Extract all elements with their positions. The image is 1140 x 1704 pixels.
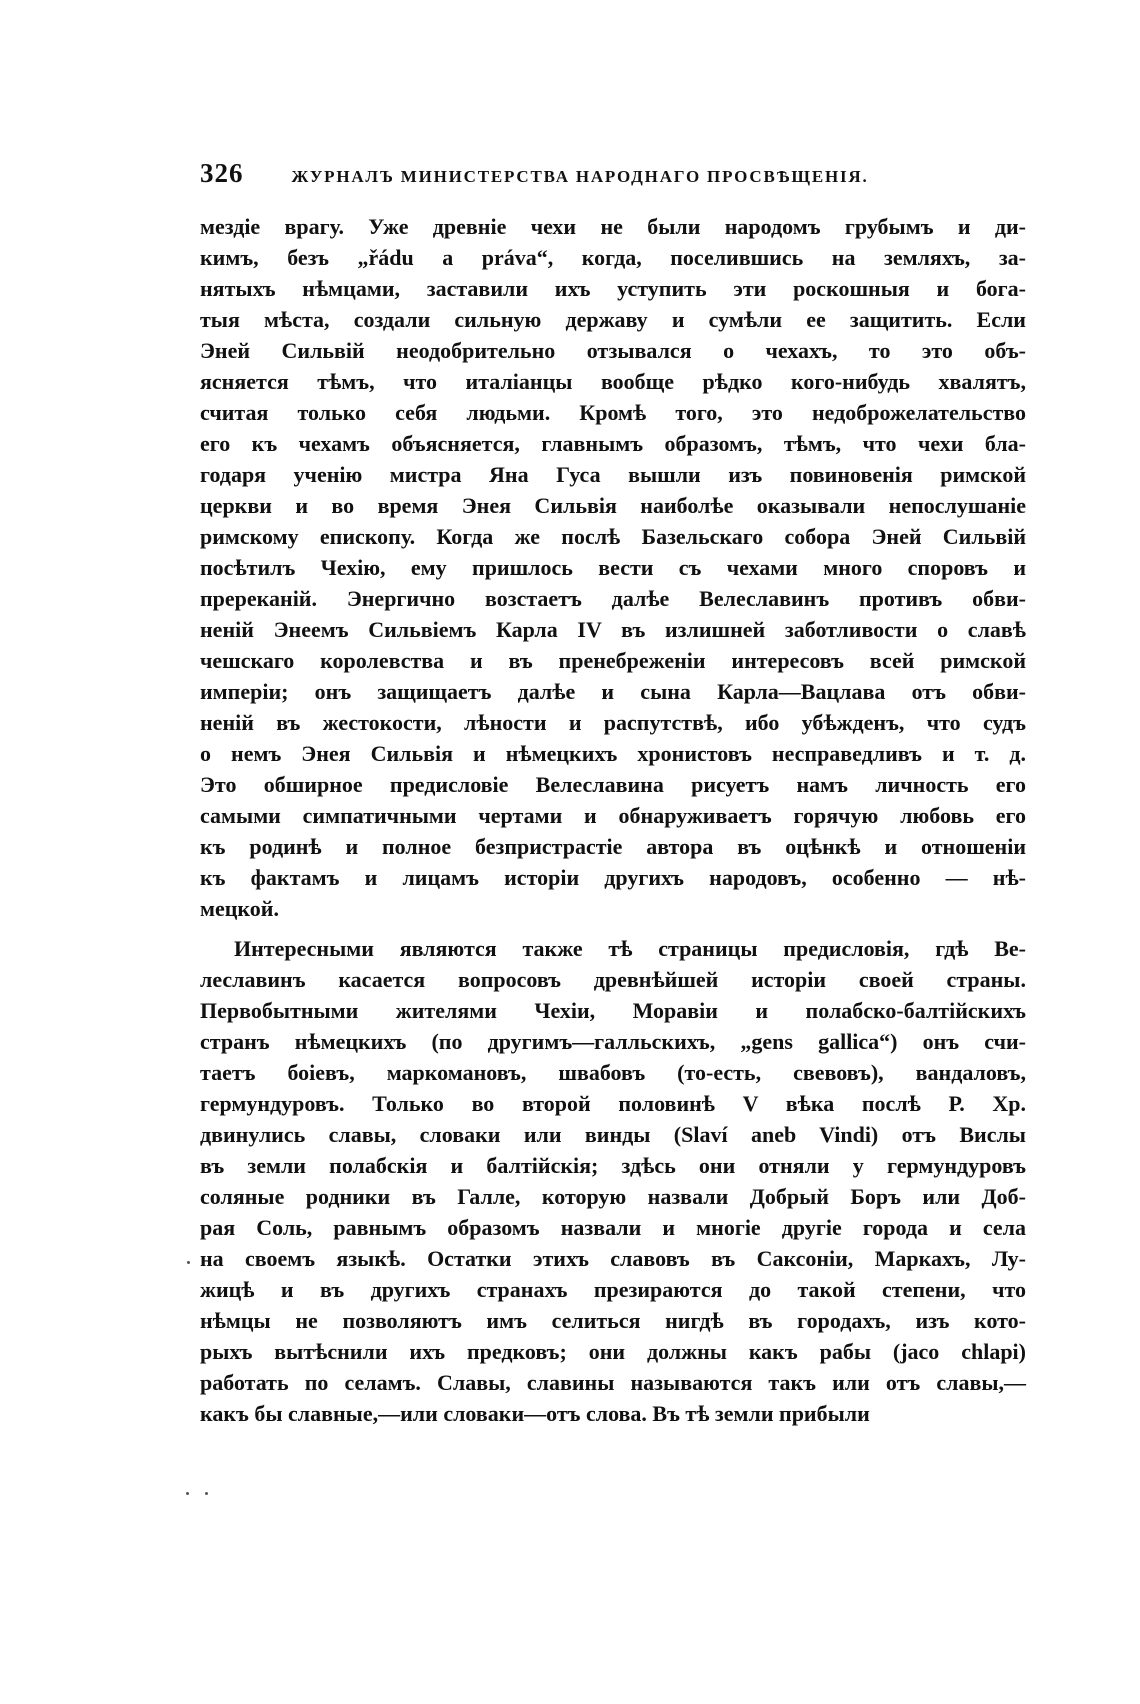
text-line: мездіе врагу. Уже древніе чехи не были народомъ грубымъ и ди- [200, 214, 1026, 239]
text-line: какъ бы славные,—или словаки—отъ слова. Въ тѣ земли прибыли [200, 1401, 870, 1426]
text-line: леславинъ касается вопросовъ древнѣйшей исторіи своей страны. [200, 967, 1026, 992]
text-line: пререканій. Энергично возстаетъ далѣе Велеславинъ противъ обви- [200, 586, 1026, 611]
text-line: неній Энеемъ Сильвіемъ Карла IV въ излишней заботливости о славѣ [200, 617, 1026, 642]
text-line: гермундуровъ. Только во второй половинѣ V вѣка послѣ Р. Хр. [200, 1091, 1026, 1116]
body-text [200, 211, 1026, 1429]
paragraph-gap [200, 924, 1026, 933]
text-line: работать по селамъ. Славы, славины называются такъ или отъ славы,— [200, 1370, 1026, 1395]
text-line: тыя мѣста, создали сильную державу и сумѣли ее защитить. Если [200, 307, 1026, 332]
text-line: Интересными являются также тѣ страницы предисловія, гдѣ Ве- [234, 936, 1026, 961]
text-line: рыхъ вытѣснили ихъ предковъ; они должны какъ рабы (jaco chlapi) [200, 1339, 1026, 1364]
text-line: жицѣ и въ другихъ странахъ презираются до такой степени, что [200, 1277, 1026, 1302]
scan-dust-mark [187, 1261, 190, 1264]
paragraph [200, 933, 1026, 1429]
text-line: Эней Сильвій неодобрительно отзывался о чехахъ, то это объ- [200, 338, 1026, 363]
page-number: 326 [200, 158, 244, 188]
text-line: мецкой. [200, 896, 279, 921]
text-line: ясняется тѣмъ, что италіанцы вообще рѣдко кого-нибудь хвалятъ, [200, 369, 1026, 394]
scan-dust-mark [186, 1492, 189, 1495]
text-line: нѣмцы не позволяютъ имъ селиться нигдѣ въ городахъ, изъ кото- [200, 1308, 1026, 1333]
text-line: церкви и во время Энея Сильвія наиболѣе оказывали непослушаніе [200, 493, 1026, 518]
text-line: его къ чехамъ объясняется, главнымъ образомъ, тѣмъ, что чехи бла- [200, 431, 1026, 456]
text-line: Это обширное предисловіе Велеславина рисуетъ намъ личность его [200, 772, 1026, 797]
paragraph [200, 211, 1026, 924]
text-line: на своемъ языкѣ. Остатки этихъ славовъ въ Саксоніи, Маркахъ, Лу- [200, 1246, 1026, 1271]
text-line: Первобытными жителями Чехіи, Моравіи и полабско-балтійскихъ [200, 998, 1026, 1023]
text-line: таетъ боіевъ, маркомановъ, швабовъ (то-есть, свевовъ), вандаловъ, [200, 1060, 1026, 1085]
text-line: считая только себя людьми. Кромѣ того, это недоброжелательство [200, 400, 1026, 425]
paragraph-container [200, 211, 1026, 1429]
text-line: посѣтилъ Чехію, ему пришлось вести съ чехами много споровъ и [200, 555, 1026, 580]
text-line: кимъ, безъ „řádu a práva“, когда, поселившись на земляхъ, за- [200, 245, 1026, 270]
text-line: самыми симпатичными чертами и обнаруживаетъ горячую любовь его [200, 803, 1026, 828]
text-line: римскому епископу. Когда же послѣ Базельскаго собора Эней Сильвій [200, 524, 1026, 549]
text-line: нятыхъ нѣмцами, заставили ихъ уступить эти роскошныя и бога- [200, 276, 1026, 301]
text-line: о немъ Энея Сильвія и нѣмецкихъ хронистовъ несправедливъ и т. д. [200, 741, 1026, 766]
text-line: чешскаго королевства и въ пренебреженіи интересовъ всей римской [200, 648, 1026, 673]
text-line: къ родинѣ и полное безпристрастіе автора въ оцѣнкѣ и отношеніи [200, 834, 1026, 859]
text-line: къ фактамъ и лицамъ исторіи другихъ народовъ, особенно — нѣ- [200, 865, 1026, 890]
text-line: двинулись славы, словаки или винды (Slaví aneb Vindi) отъ Вислы [200, 1122, 1026, 1147]
journal-title: ЖУРНАЛЪ МИНИСТЕРСТВА НАРОДНАГО ПРОСВѢЩЕНІЯ. [291, 167, 869, 186]
scan-dust-mark [205, 1492, 208, 1495]
text-line: странъ нѣмецкихъ (по другимъ—галльскихъ, „gens gallica“) онъ счи- [200, 1029, 1026, 1054]
text-line: неній въ жестокости, лѣности и распутствѣ, ибо убѣжденъ, что судъ [200, 710, 1026, 735]
text-line: рая Соль, равнымъ образомъ назвали и многіе другіе города и села [200, 1215, 1026, 1240]
running-header [200, 158, 916, 192]
text-line: имперіи; онъ защищаетъ далѣе и сына Карла—Вацлава отъ обви- [200, 679, 1026, 704]
text-line: соляные родники въ Галле, которую назвали Добрый Боръ или Доб- [200, 1184, 1026, 1209]
text-line: въ земли полабскія и балтійскія; здѣсь они отняли у гермундуровъ [200, 1153, 1026, 1178]
text-line: годаря ученію мистра Яна Гуса вышли изъ повиновенія римской [200, 462, 1026, 487]
